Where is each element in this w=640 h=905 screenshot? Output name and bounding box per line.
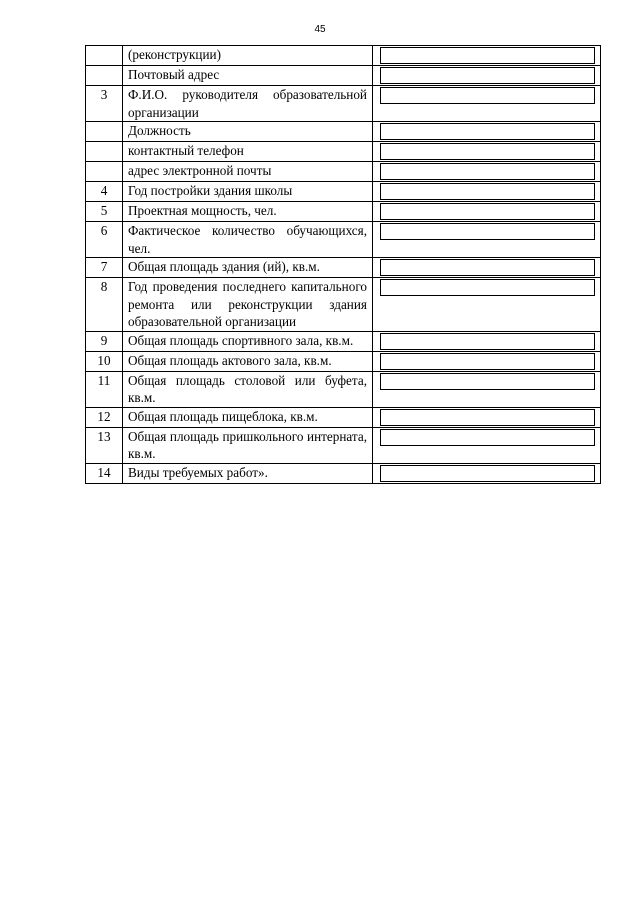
value-field[interactable] <box>380 223 595 240</box>
value-field[interactable] <box>380 163 595 180</box>
row-label: Год постройки здания школы <box>123 182 373 202</box>
page-number: 45 <box>314 24 326 35</box>
table-row <box>86 122 601 142</box>
value-field[interactable] <box>380 123 595 140</box>
row-label: Общая площадь пищеблока, кв.м. <box>123 407 373 427</box>
value-field[interactable] <box>380 259 595 276</box>
row-number: 11 <box>86 371 123 407</box>
value-cell[interactable] <box>373 66 601 86</box>
row-label: Общая площадь пришкольного интерната, кв.м. <box>123 427 373 463</box>
row-label: Должность <box>123 122 373 142</box>
value-cell[interactable] <box>373 122 601 142</box>
row-number <box>86 142 123 162</box>
value-cell[interactable] <box>373 463 601 483</box>
table-row <box>86 142 601 162</box>
value-field[interactable] <box>380 87 595 104</box>
row-label: контактный телефон <box>123 142 373 162</box>
form-table <box>85 45 601 484</box>
value-field[interactable] <box>380 67 595 84</box>
row-number: 10 <box>86 351 123 371</box>
row-label: адрес электронной почты <box>123 162 373 182</box>
row-label: (реконструкции) <box>123 46 373 66</box>
value-field[interactable] <box>380 429 595 446</box>
table-row <box>86 46 601 66</box>
value-cell[interactable] <box>373 371 601 407</box>
value-field[interactable] <box>380 47 595 64</box>
row-number <box>86 46 123 66</box>
table-row <box>86 331 601 351</box>
row-number: 7 <box>86 258 123 278</box>
value-cell[interactable] <box>373 46 601 66</box>
row-label: Почтовый адрес <box>123 66 373 86</box>
row-label: Общая площадь спортивного зала, кв.м. <box>123 331 373 351</box>
value-cell[interactable] <box>373 331 601 351</box>
row-label: Общая площадь актового зала, кв.м. <box>123 351 373 371</box>
table-row <box>86 258 601 278</box>
row-label: Виды требуемых работ». <box>123 463 373 483</box>
row-number: 12 <box>86 407 123 427</box>
value-cell[interactable] <box>373 278 601 332</box>
table-row <box>86 222 601 258</box>
row-label: Общая площадь столовой или буфета, кв.м. <box>123 371 373 407</box>
value-field[interactable] <box>380 183 595 200</box>
row-label: Проектная мощность, чел. <box>123 202 373 222</box>
value-cell[interactable] <box>373 162 601 182</box>
row-number: 14 <box>86 463 123 483</box>
row-label: Год проведения последнего капитального ремонта или реконструкции здания образовательной организации <box>123 278 373 332</box>
row-label: Общая площадь здания (ий), кв.м. <box>123 258 373 278</box>
row-number: 3 <box>86 86 123 122</box>
table-row <box>86 463 601 483</box>
row-number <box>86 66 123 86</box>
value-cell[interactable] <box>373 142 601 162</box>
table-row <box>86 66 601 86</box>
value-cell[interactable] <box>373 351 601 371</box>
row-label: Фактическое количество обучающихся, чел. <box>123 222 373 258</box>
table-row <box>86 371 601 407</box>
row-number: 5 <box>86 202 123 222</box>
value-cell[interactable] <box>373 407 601 427</box>
value-field[interactable] <box>380 373 595 390</box>
row-number <box>86 122 123 142</box>
table-row <box>86 407 601 427</box>
table-body <box>86 46 601 484</box>
row-number: 8 <box>86 278 123 332</box>
row-number <box>86 162 123 182</box>
value-cell[interactable] <box>373 427 601 463</box>
value-cell[interactable] <box>373 258 601 278</box>
value-field[interactable] <box>380 465 595 482</box>
table-row <box>86 162 601 182</box>
value-cell[interactable] <box>373 86 601 122</box>
value-field[interactable] <box>380 279 595 296</box>
value-field[interactable] <box>380 143 595 160</box>
row-number: 9 <box>86 331 123 351</box>
value-field[interactable] <box>380 203 595 220</box>
row-number: 13 <box>86 427 123 463</box>
value-field[interactable] <box>380 409 595 426</box>
table-row <box>86 202 601 222</box>
row-number: 4 <box>86 182 123 202</box>
row-number: 6 <box>86 222 123 258</box>
table-row <box>86 278 601 332</box>
value-cell[interactable] <box>373 202 601 222</box>
value-cell[interactable] <box>373 182 601 202</box>
table-row <box>86 86 601 122</box>
row-label: Ф.И.О. руководителя образовательной организации <box>123 86 373 122</box>
value-cell[interactable] <box>373 222 601 258</box>
table-row <box>86 427 601 463</box>
table-row <box>86 351 601 371</box>
table-row <box>86 182 601 202</box>
value-field[interactable] <box>380 353 595 370</box>
value-field[interactable] <box>380 333 595 350</box>
